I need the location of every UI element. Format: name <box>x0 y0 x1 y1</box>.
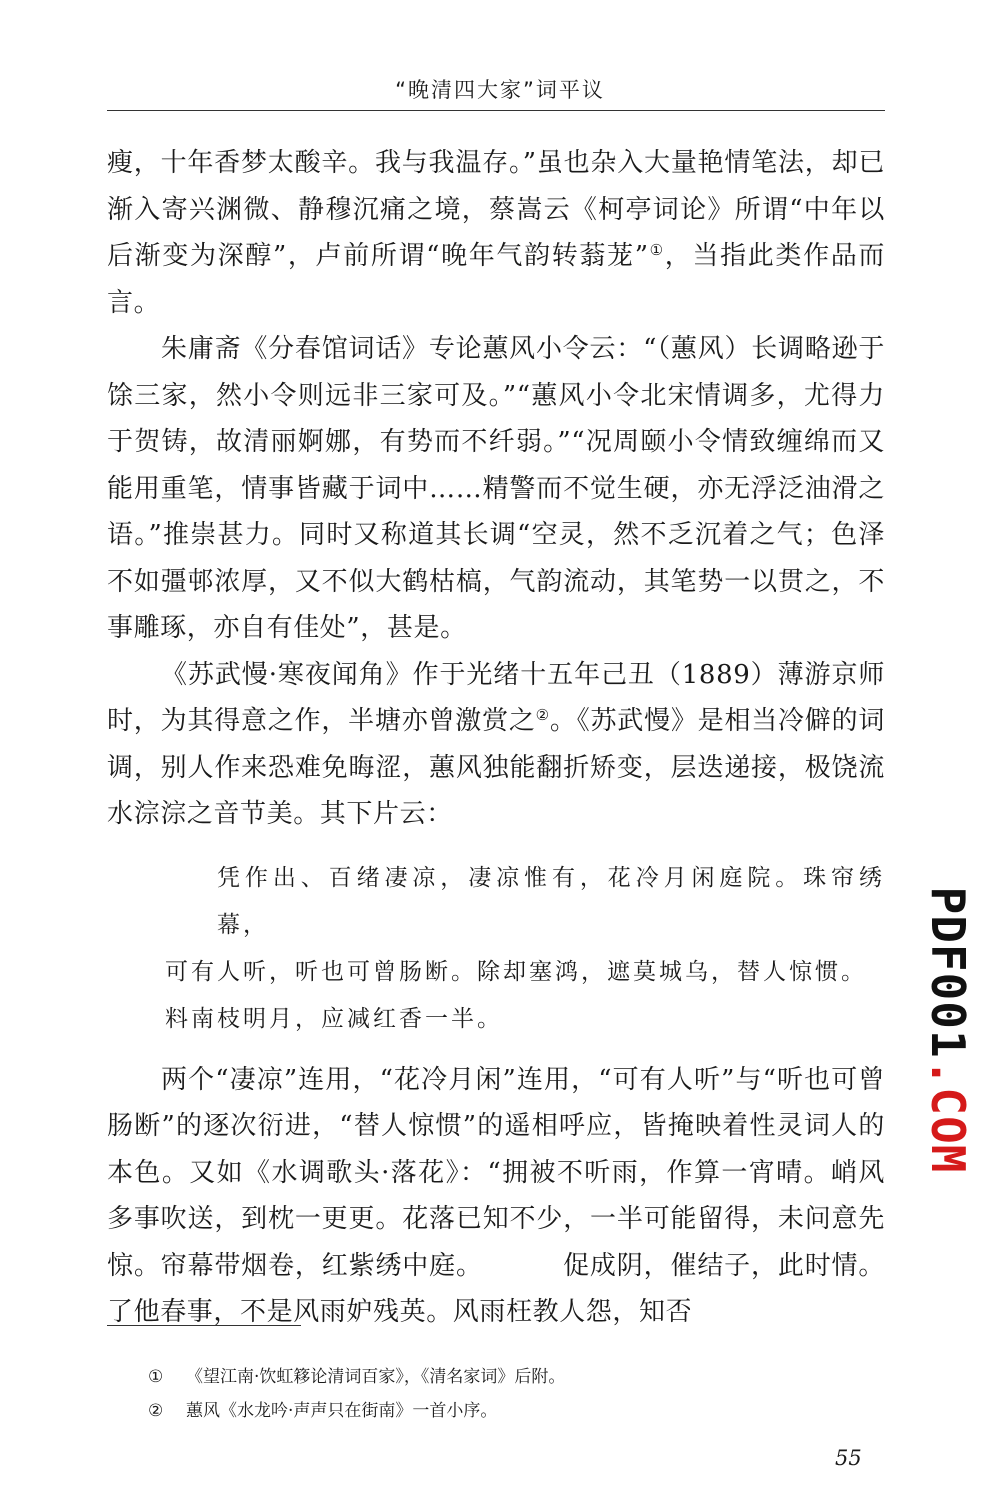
paragraph-2: 朱庸斋《分春馆词话》专论蕙风小令云：“（蕙风）长调略逊于馀三家，然小令则远非三家可及。”“蕙风小令北宋情调多，尤得力于贺铸，故清丽婀娜，有势而不纤弱。”“况周颐小令情致缠绵而又能用重笔，情事皆藏于词中……精警而不觉生硬，亦无浮泛油滑之语。”推崇甚力。同时又称道其长调“空灵，然不乏沉着之气；色泽不如彊邨浓厚，又不似大鹤枯槁，气韵流动，其笔势一以贯之，不事雕琢，亦自有佳处”，甚是。 <box>107 334 885 643</box>
footnotes <box>148 1360 565 1428</box>
running-header: “晚清四大家”词平议 <box>395 78 605 102</box>
watermark-part-2: .COM <box>921 1058 975 1174</box>
page-number: 55 <box>835 1446 862 1470</box>
footnote-number: ① <box>148 1367 164 1387</box>
paragraph-3 <box>107 652 885 838</box>
paragraph-1-text: 瘦，十年香梦太酸辛。我与我温存。”虽也杂入大量艳情笔法，却已渐入寄兴渊微、静穆沉痛之境，蔡嵩云《柯亭词论》所谓“中年以后渐变为深醇”，卢前所谓“晚年气韵转蓊茏” <box>107 148 885 271</box>
paragraph-4-text: 两个“凄凉”连用，“花冷月闲”连用，“可有人听”与“听也可曾肠断”的逐次衍进，“替人惊惯”的遥相呼应，皆掩映着性灵词人的本色。又如《水调歌头·落花》：“拥被不听雨，作算一宵晴。峭风多事吹送，到枕一更更。花落已知不少，一半可能留得，未问意先惊。帘幕带烟卷，红紫绣中庭。 <box>107 1064 885 1281</box>
body-text <box>107 140 885 1336</box>
footnote-divider <box>107 1325 301 1326</box>
poem-line: 可有人听，听也可曾肠断。除却塞鸿，遮莫城乌，替人惊惯。 <box>165 958 867 985</box>
footnote-ref-1: ① <box>648 241 665 259</box>
paragraph-1-tail: ，当指此类作品而言。 <box>107 241 885 318</box>
poem-line: 料南枝明月，应减红香一半。 <box>165 1005 503 1032</box>
footnote-ref-2: ② <box>535 706 550 724</box>
paragraph-1 <box>107 140 885 326</box>
footnote-text: 蕙风《水龙吟·声声只在街南》一首小序。 <box>186 1401 498 1421</box>
paragraph-3-tail: 。《苏武慢》是相当冷僻的词调，别人作来恐难免晦涩，蕙风独能翻折矫变，层迭递接，极饶流水淙淙之音节美。其下片云： <box>107 706 885 829</box>
poem-quote <box>165 855 885 1043</box>
paragraph-4-tail: 促成阴，催结子，此时情。了他春事，不是风雨妒残英。风雨枉教人怨，知否 <box>107 1250 885 1327</box>
watermark <box>921 887 975 1174</box>
header-divider <box>107 110 885 111</box>
watermark-part-1: PDF001 <box>921 886 975 1059</box>
poem-line: 凭作出、百绪凄凉，凄凉惟有，花冷月闲庭院。珠帘绣幕， <box>217 864 885 938</box>
footnote-text: 《望江南·饮虹簃论清词百家》，《清名家词》后附。 <box>186 1367 566 1387</box>
footnote-1 <box>148 1360 565 1394</box>
footnote-2 <box>148 1394 565 1428</box>
paragraph-4 <box>107 1057 885 1336</box>
paragraph-3-text: 《苏武慢·寒夜闻角》作于光绪十五年己丑（1889）薄游京师时，为其得意之作，半塘亦曾激赏之 <box>107 659 885 736</box>
footnote-number: ② <box>148 1401 164 1421</box>
